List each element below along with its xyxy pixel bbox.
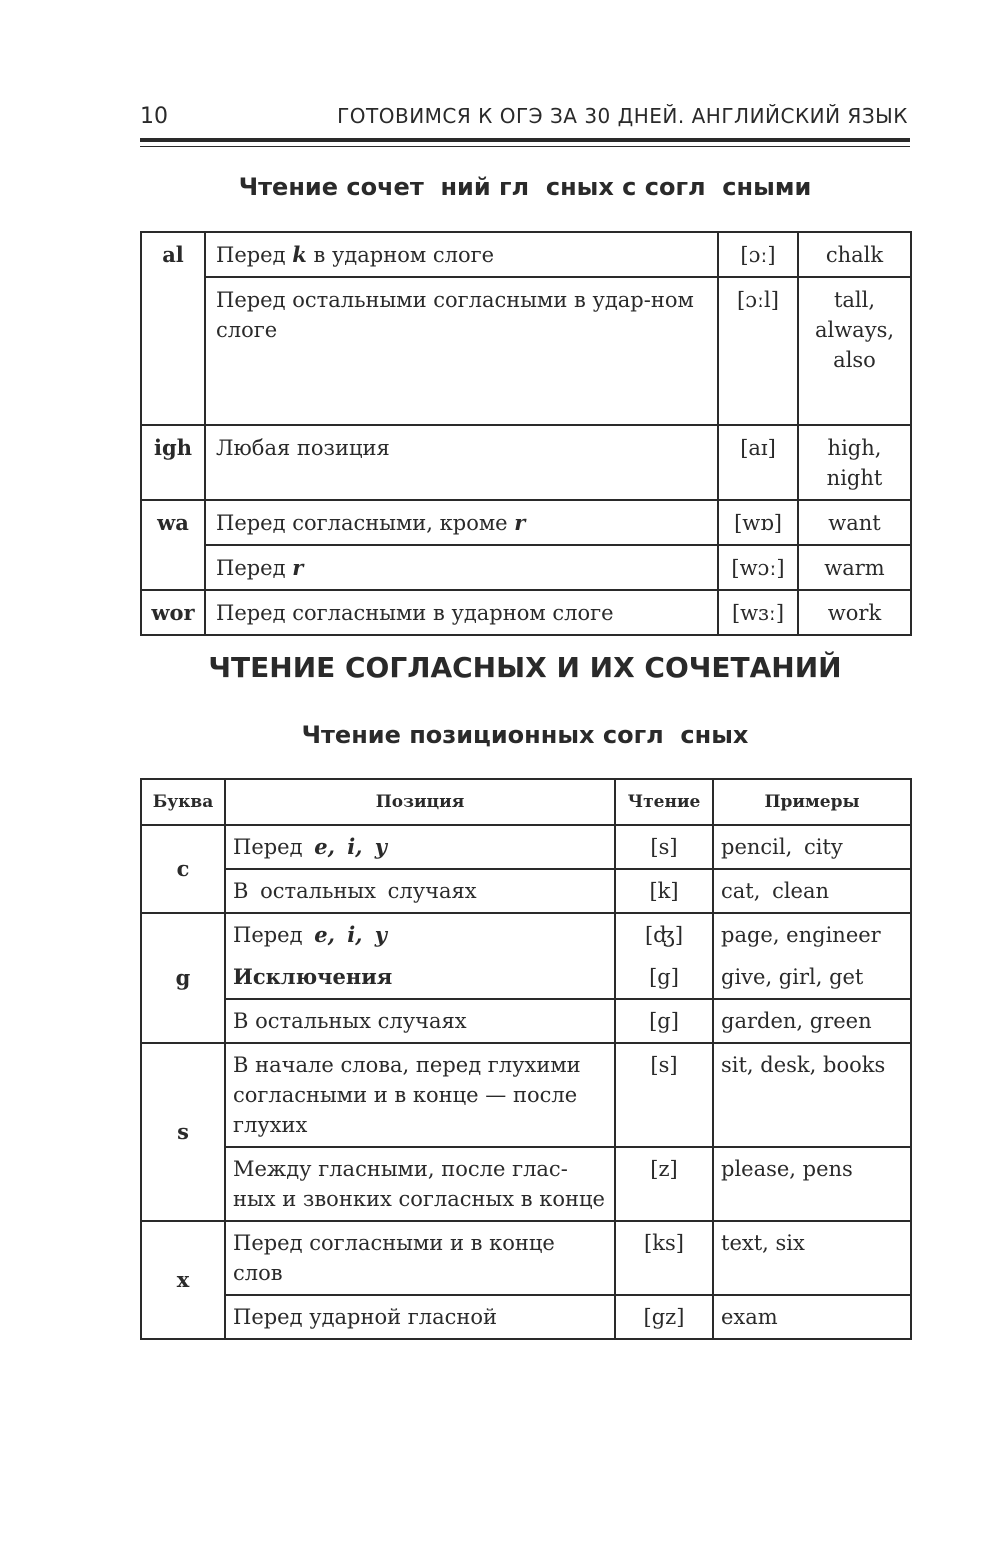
position-cell: Перед согласными, кроме r xyxy=(205,500,718,545)
letter-cell: wa xyxy=(141,500,205,590)
position-cell: Перед согласными и в конце слов xyxy=(225,1221,615,1295)
position-cell: Любая позиция xyxy=(205,425,718,500)
example-cell: high, night xyxy=(798,425,911,500)
table-row xyxy=(141,956,911,999)
positional-consonants-table xyxy=(140,778,912,1340)
letter-cell: igh xyxy=(141,425,205,500)
position-cell: В начале слова, перед глухими согласными и в конце — после глухих xyxy=(225,1043,615,1147)
examples-cell: pencil, city xyxy=(713,825,911,869)
table-row xyxy=(141,1043,911,1147)
table-row xyxy=(141,1295,911,1339)
table-header-row xyxy=(141,779,911,825)
examples-cell: exam xyxy=(713,1295,911,1339)
letter-cell: wor xyxy=(141,590,205,635)
reading-cell: [s] xyxy=(615,1043,713,1147)
column-header: Чтение xyxy=(615,779,713,825)
reading-cell: [ʤ] xyxy=(615,913,713,956)
running-title: ГОТОВИМСЯ К ОГЭ ЗА 30 ДНЕЙ. АНГЛИЙСКИЙ ЯЗЫК xyxy=(337,104,908,128)
section2-title: ЧТЕНИЕ СОГЛАСНЫХ И ИХ СОЧЕТАНИЙ xyxy=(208,651,842,684)
table-row xyxy=(141,425,911,500)
table-row xyxy=(141,500,911,545)
position-cell: Между гласными, после глас-ных и звонких согласных в конце xyxy=(225,1147,615,1221)
letter-cell: al xyxy=(141,232,205,425)
reading-cell: [g] xyxy=(615,956,713,999)
table-row xyxy=(141,869,911,913)
page-number: 10 xyxy=(140,104,168,129)
examples-cell: give, girl, get xyxy=(713,956,911,999)
table-row xyxy=(141,913,911,956)
examples-cell: garden, green xyxy=(713,999,911,1043)
position-cell: В остальных случаях xyxy=(225,999,615,1043)
column-header: Примеры xyxy=(713,779,911,825)
header-rule-thick xyxy=(140,138,910,142)
position-cell: Перед e, i, y xyxy=(225,913,615,956)
section1-title: Чтение сочет ний гл сных с согл сными xyxy=(238,173,812,201)
reading-cell: [z] xyxy=(615,1147,713,1221)
header-rule-thin xyxy=(140,146,910,147)
column-header: Буква xyxy=(141,779,225,825)
position-cell: Перед согласными в ударном слоге xyxy=(205,590,718,635)
examples-cell: cat, clean xyxy=(713,869,911,913)
table-row xyxy=(141,277,911,425)
reading-cell: [aɪ] xyxy=(718,425,798,500)
position-cell: Перед остальными согласными в удар-ном слоге xyxy=(205,277,718,425)
letter-cell: s xyxy=(141,1043,225,1221)
examples-cell: text, six xyxy=(713,1221,911,1295)
letter-cell: c xyxy=(141,825,225,913)
letter-cell: x xyxy=(141,1221,225,1339)
position-cell: Перед ударной гласной xyxy=(225,1295,615,1339)
reading-cell: [k] xyxy=(615,869,713,913)
section2-subtitle: Чтение позиционных согл сных xyxy=(301,721,749,749)
table-row xyxy=(141,999,911,1043)
examples-cell: please, pens xyxy=(713,1147,911,1221)
table-row xyxy=(141,825,911,869)
example-cell: warm xyxy=(798,545,911,590)
example-cell: chalk xyxy=(798,232,911,277)
reading-cell: [ks] xyxy=(615,1221,713,1295)
reading-cell: [gz] xyxy=(615,1295,713,1339)
reading-cell: [wɜː] xyxy=(718,590,798,635)
table-row xyxy=(141,590,911,635)
reading-cell: [s] xyxy=(615,825,713,869)
letter-cell: g xyxy=(141,913,225,1043)
reading-cell: [g] xyxy=(615,999,713,1043)
reading-cell: [wɔː] xyxy=(718,545,798,590)
example-cell: tall, always, also xyxy=(798,277,911,425)
example-cell: work xyxy=(798,590,911,635)
reading-cell: [wɒ] xyxy=(718,500,798,545)
table-row xyxy=(141,545,911,590)
examples-cell: page, engineer xyxy=(713,913,911,956)
examples-cell: sit, desk, books xyxy=(713,1043,911,1147)
position-cell: Перед k в ударном слоге xyxy=(205,232,718,277)
position-cell: Исключения xyxy=(225,956,615,999)
reading-cell: [ɔːl] xyxy=(718,277,798,425)
table-row xyxy=(141,232,911,277)
table-row xyxy=(141,1221,911,1295)
position-cell: Перед r xyxy=(205,545,718,590)
position-cell: Перед e, i, y xyxy=(225,825,615,869)
example-cell: want xyxy=(798,500,911,545)
column-header: Позиция xyxy=(225,779,615,825)
reading-cell: [ɔː] xyxy=(718,232,798,277)
table-row xyxy=(141,1147,911,1221)
position-cell: В остальных случаях xyxy=(225,869,615,913)
vowel-consonant-table xyxy=(140,231,912,636)
